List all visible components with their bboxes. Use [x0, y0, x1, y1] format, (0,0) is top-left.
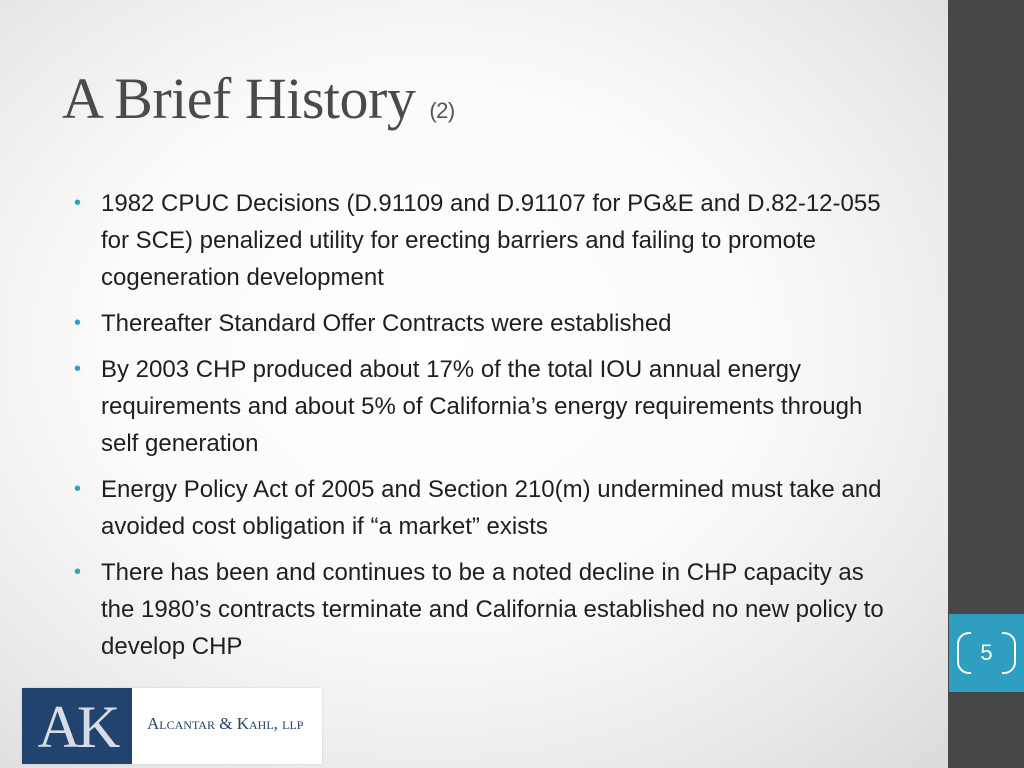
bullet-item: [74, 554, 894, 665]
bullet-dot-icon: •: [74, 478, 82, 500]
bullet-item: [74, 185, 894, 296]
logo-company-name: Alcantar & Kahl, llp: [147, 714, 304, 733]
slide-title-text: A Brief History: [62, 66, 416, 131]
bullet-item: [74, 471, 894, 545]
page-number: 5: [980, 640, 993, 665]
company-logo: [22, 688, 322, 764]
bullet-item: [74, 305, 894, 342]
bullet-dot-icon: •: [74, 192, 82, 214]
bullet-text: Energy Policy Act of 2005 and Section 210(m) undermined must take and avoided cost obligation if “a market” exists: [101, 476, 882, 540]
bullet-text: 1982 CPUC Decisions (D.91109 and D.91107 for PG&E and D.82-12-055 for SCE) penalized utility for erecting barriers and failing to promote cogeneration development: [101, 190, 881, 291]
bullet-dot-icon: •: [74, 561, 82, 583]
bullet-list: [74, 185, 894, 674]
bullet-text: There has been and continues to be a noted decline in CHP capacity as the 1980’s contracts terminate and California established no new policy to develop CHP: [101, 559, 884, 660]
slide-title: [62, 60, 455, 150]
page-number-badge: [949, 614, 1024, 692]
bullet-dot-icon: •: [74, 312, 82, 334]
bullet-dot-icon: •: [74, 358, 82, 380]
bullet-text: Thereafter Standard Offer Contracts were established: [101, 310, 672, 337]
slide-title-part-number: (2): [429, 98, 455, 123]
bullet-text: By 2003 CHP produced about 17% of the total IOU annual energy requirements and about 5% of California’s energy requirements through self generation: [101, 356, 863, 457]
bullet-item: [74, 351, 894, 462]
logo-monogram: AK: [22, 688, 132, 764]
